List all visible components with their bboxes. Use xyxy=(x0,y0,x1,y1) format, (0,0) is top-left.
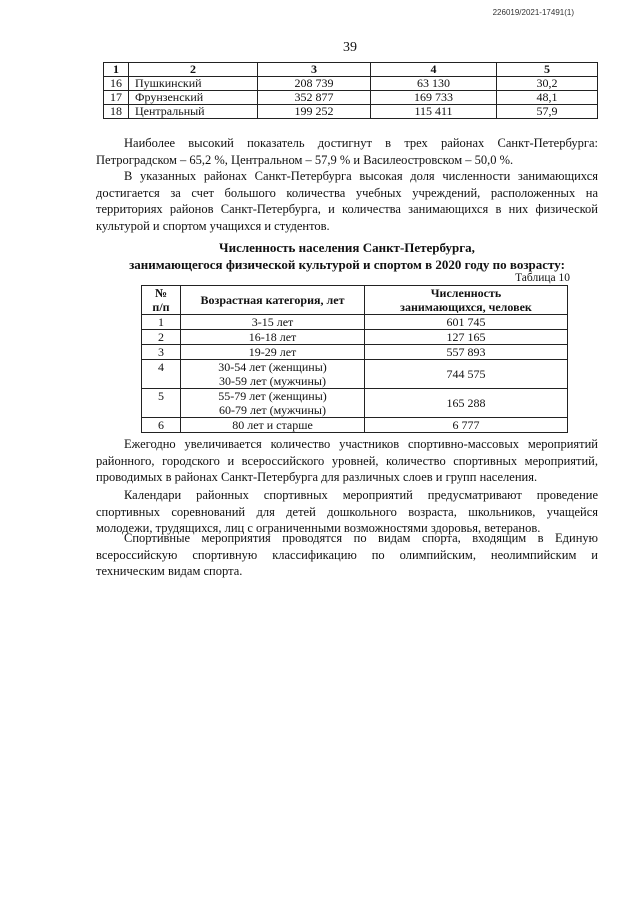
age-category-women: 30-54 лет (женщины) xyxy=(218,360,327,374)
district-col-2: 2 xyxy=(129,63,258,77)
header-number-line-2: п/п xyxy=(152,300,170,314)
age-category: 80 лет и старше xyxy=(181,418,365,433)
paragraph-sport-classification xyxy=(96,530,598,580)
table-row xyxy=(104,105,598,119)
row-number: 5 xyxy=(142,389,181,418)
district-col-3: 3 xyxy=(258,63,371,77)
district-value-3: 352 877 xyxy=(258,91,371,105)
table-row xyxy=(142,389,568,418)
district-value-4: 115 411 xyxy=(371,105,497,119)
district-value-5: 57,9 xyxy=(497,105,598,119)
age-category-table xyxy=(141,285,568,433)
row-number: 2 xyxy=(142,330,181,345)
participant-count: 6 777 xyxy=(365,418,568,433)
row-number: 4 xyxy=(142,360,181,389)
table-row xyxy=(142,360,568,389)
document-id: 226019/2021-17491(1) xyxy=(492,8,574,17)
row-number: 17 xyxy=(104,91,129,105)
table-row xyxy=(104,91,598,105)
age-category xyxy=(181,389,365,418)
table-heading-line-2: занимающегося физической культурой и спортом в 2020 году по возрасту: xyxy=(129,257,565,272)
paragraph-text: Наиболее высокий показатель достигнут в трех районах Санкт-Петербурга: Петроградском – 65,2 %, Центральном – 57,9 % и Василеостровском – 50,0 %. xyxy=(96,136,598,167)
table-heading-line-1: Численность населения Санкт-Петербурга, xyxy=(219,240,475,255)
district-value-4: 63 130 xyxy=(371,77,497,91)
table-row xyxy=(142,315,568,330)
table-row xyxy=(142,330,568,345)
participant-count: 165 288 xyxy=(365,389,568,418)
paragraph-text: Ежегодно увеличивается количество участников спортивно-массовых мероприятий районного, городского и всероссийского уровней, количество спортивных мероприятий, проводимых в районах Санкт-Петербурга для различных слоев и групп населения. xyxy=(96,437,598,484)
table-row xyxy=(142,418,568,433)
paragraph-highest-districts xyxy=(96,135,598,168)
district-value-3: 199 252 xyxy=(258,105,371,119)
age-category: 19-29 лет xyxy=(181,345,365,360)
row-number: 3 xyxy=(142,345,181,360)
district-col-4: 4 xyxy=(371,63,497,77)
age-category: 3-15 лет xyxy=(181,315,365,330)
district-table xyxy=(103,62,598,119)
age-table-header-row xyxy=(142,286,568,315)
header-age-category: Возрастная категория, лет xyxy=(181,286,365,315)
header-count-line-2: занимающихся, человек xyxy=(400,300,532,314)
age-category xyxy=(181,360,365,389)
district-value-5: 30,2 xyxy=(497,77,598,91)
header-count xyxy=(365,286,568,315)
participant-count: 557 893 xyxy=(365,345,568,360)
paragraph-text: Спортивные мероприятия проводятся по видам спорта, входящим в Единую всероссийскую спортивную классификацию по олимпийским, неолимпийским и техническим видам спорта. xyxy=(96,531,598,578)
page-number: 39 xyxy=(343,40,357,55)
district-value-5: 48,1 xyxy=(497,91,598,105)
header-count-line-1: Численность xyxy=(430,286,502,300)
participant-count: 127 165 xyxy=(365,330,568,345)
district-col-1: 1 xyxy=(104,63,129,77)
row-number: 16 xyxy=(104,77,129,91)
paragraph-share-explanation xyxy=(96,168,598,234)
district-table-header-row xyxy=(104,63,598,77)
paragraph-text: Календари районных спортивных мероприятий предусматривают проведение спортивных соревнований для детей дошкольного возраста, школьников, учащейся молодежи, трудящихся, лиц с ограниченными возможностями здоровья, ветеранов. xyxy=(96,488,598,535)
paragraph-text: В указанных районах Санкт-Петербурга высокая доля численности занимающихся достигается за счет большого количества учебных учреждений, расположенных на территориях районов Санкт-Петербурга, и количества занимающихся в них физической культурой и спортом учащихся и студентов. xyxy=(96,169,598,233)
paragraph-participants-growth xyxy=(96,436,598,486)
participant-count: 601 745 xyxy=(365,315,568,330)
header-number xyxy=(142,286,181,315)
participant-count: 744 575 xyxy=(365,360,568,389)
header-number-line-1: № xyxy=(154,286,168,300)
district-name: Пушкинский xyxy=(129,77,258,91)
district-value-4: 169 733 xyxy=(371,91,497,105)
table-row xyxy=(104,77,598,91)
table-row xyxy=(142,345,568,360)
row-number: 6 xyxy=(142,418,181,433)
age-category-men: 30-59 лет (мужчины) xyxy=(219,374,326,388)
district-name: Фрунзенский xyxy=(129,91,258,105)
age-category-men: 60-79 лет (мужчины) xyxy=(219,403,326,417)
table-heading xyxy=(96,239,598,273)
row-number: 18 xyxy=(104,105,129,119)
district-name: Центральный xyxy=(129,105,258,119)
table-number-label: Таблица 10 xyxy=(515,272,570,284)
row-number: 1 xyxy=(142,315,181,330)
age-category-women: 55-79 лет (женщины) xyxy=(218,389,327,403)
district-col-5: 5 xyxy=(497,63,598,77)
age-category: 16-18 лет xyxy=(181,330,365,345)
district-value-3: 208 739 xyxy=(258,77,371,91)
